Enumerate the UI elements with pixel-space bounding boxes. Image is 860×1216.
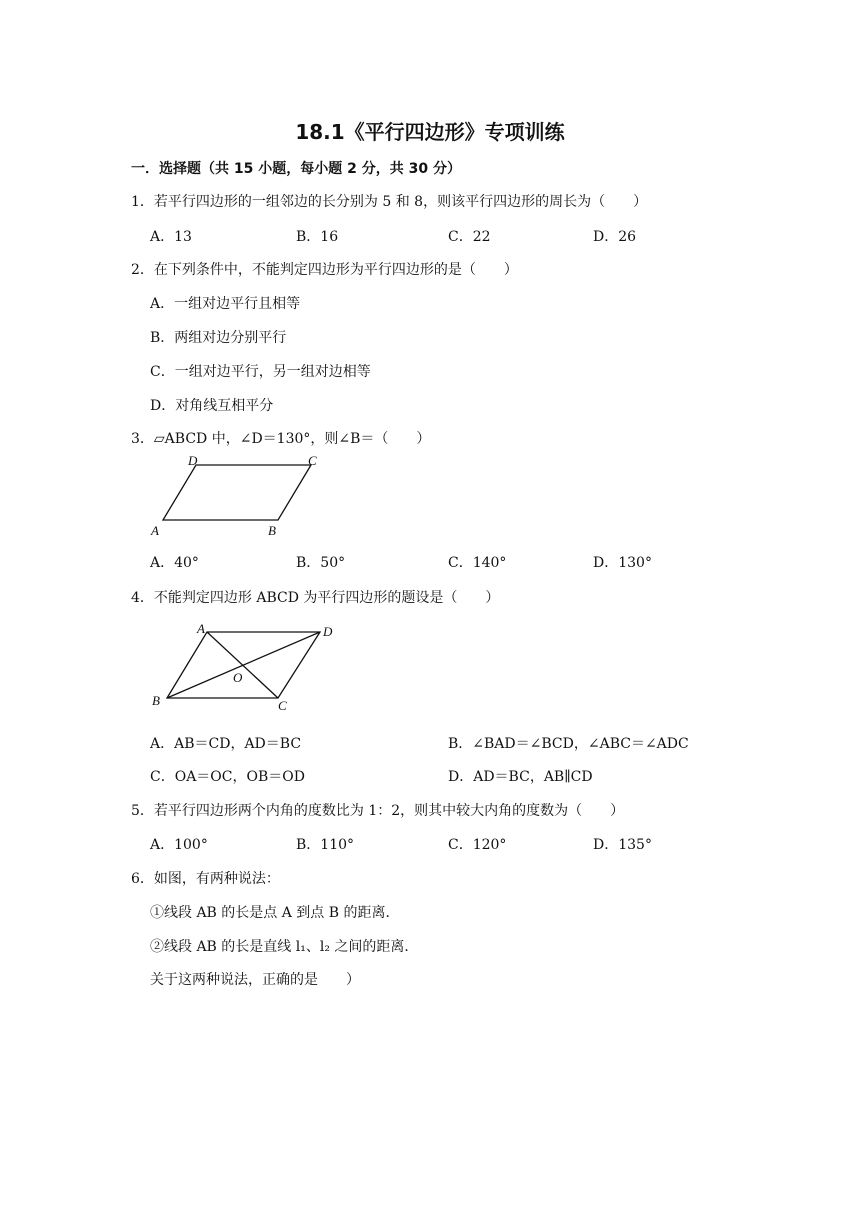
question-5-option-d: D．135°	[593, 837, 652, 853]
question-1-option-d: D．26	[593, 229, 637, 245]
question-4-option-b: B．∠BAD＝∠BCD，∠ABC＝∠ADC	[448, 736, 689, 752]
label-c: C	[308, 455, 317, 468]
question-6-ask: 关于这两种说法，正确的是 ）	[150, 972, 360, 988]
label-b: B	[268, 523, 276, 538]
question-2-option-a: A．一组对边平行且相等	[150, 296, 301, 312]
parallelogram-figure-q3	[148, 455, 333, 540]
question-2-option-d: D．对角线互相平分	[150, 398, 274, 414]
label-c: C	[278, 698, 287, 713]
question-3-option-a: A．40°	[150, 555, 199, 571]
question-2-stem: 2．在下列条件中，不能判定四边形为平行四边形的是（ ）	[131, 262, 518, 278]
question-1-option-b: B．16	[296, 229, 339, 245]
question-5-option-a: A．100°	[150, 837, 208, 853]
label-d: D	[188, 455, 198, 468]
question-1-stem: 1．若平行四边形的一组邻边的长分别为 5 和 8，则该平行四边形的周长为（ ）	[131, 194, 648, 210]
question-5-stem: 5．若平行四边形两个内角的度数比为 1：2，则其中较大内角的度数为（ ）	[131, 803, 625, 819]
question-1-option-a: A．13	[150, 229, 192, 245]
parallelogram-figure-q4	[148, 618, 348, 713]
question-3-stem: 3．▱ABCD 中，∠D＝130°，则∠B＝（ ）	[131, 431, 431, 447]
question-4-option-d: D．AD＝BC，AB∥CD	[448, 769, 593, 785]
question-6-stem: 6．如图，有两种说法：	[131, 871, 280, 887]
question-4-option-a: A．AB＝CD，AD＝BC	[150, 736, 302, 752]
question-6-statement-2: ②线段 AB 的长是直线 l₁、l₂ 之间的距离．	[150, 939, 419, 955]
page-title: 18.1《平行四边形》专项训练	[295, 120, 565, 144]
label-d: D	[323, 624, 333, 639]
label-b: B	[152, 693, 160, 708]
parallelogram-abcd	[163, 465, 311, 520]
section-heading: 一．选择题（共 15 小题，每小题 2 分，共 30 分）	[131, 161, 461, 177]
question-3-option-b: B．50°	[296, 555, 346, 571]
question-2-option-c: C．一组对边平行，另一组对边相等	[150, 364, 371, 380]
diagonal-bd	[167, 632, 320, 698]
question-2-option-b: B．两组对边分别平行	[150, 330, 287, 346]
question-4-option-c: C．OA＝OC，OB＝OD	[150, 769, 305, 785]
question-5-option-c: C．120°	[448, 837, 507, 853]
label-a: A	[151, 523, 159, 538]
question-1-option-c: C．22	[448, 229, 491, 245]
question-6-statement-1: ①线段 AB 的长是点 A 到点 B 的距离．	[150, 905, 400, 921]
question-5-option-b: B．110°	[296, 837, 355, 853]
label-o: O	[233, 670, 243, 685]
label-a: A	[197, 621, 205, 636]
question-3-option-d: D．130°	[593, 555, 652, 571]
question-3-option-c: C．140°	[448, 555, 507, 571]
question-4-stem: 4．不能判定四边形 ABCD 为平行四边形的题设是（ ）	[131, 590, 500, 606]
